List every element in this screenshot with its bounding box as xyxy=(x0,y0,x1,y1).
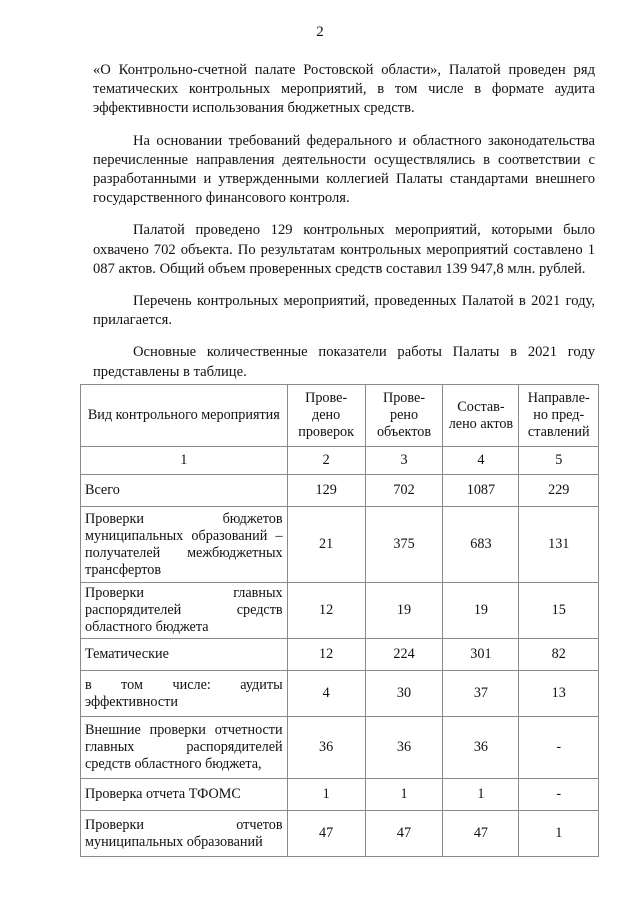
row-label: Проверки главных распорядителей средств областного бюджета xyxy=(81,583,288,639)
row-value: 229 xyxy=(519,475,599,507)
table-row xyxy=(81,639,599,671)
row-value: 12 xyxy=(287,639,365,671)
header-activity-type: Вид контрольного мероприятия xyxy=(81,385,288,447)
table-row xyxy=(81,507,599,583)
row-value: 36 xyxy=(443,717,519,779)
indicators-table xyxy=(80,384,599,857)
row-value: 36 xyxy=(365,717,443,779)
column-number: 4 xyxy=(443,447,519,475)
row-label: Проверки бюджетов муниципальных образований – получателей межбюджетных трансфертов xyxy=(81,507,288,583)
table-row xyxy=(81,779,599,811)
row-value: 131 xyxy=(519,507,599,583)
row-value: 702 xyxy=(365,475,443,507)
table-header-row xyxy=(81,385,599,447)
paragraph-legislation: На основании требований федерального и областного законодательства перечисленные направления деятельности осуществлялись в соответствии с разработанными и утвержденными коллегией Палаты стандартами внешнего государственного финансового контроля. xyxy=(93,132,595,207)
row-value: 37 xyxy=(443,671,519,717)
row-value: 30 xyxy=(365,671,443,717)
table-row xyxy=(81,671,599,717)
table-row xyxy=(81,583,599,639)
column-number: 5 xyxy=(519,447,599,475)
row-value: 1 xyxy=(443,779,519,811)
row-value: 19 xyxy=(443,583,519,639)
row-value: 1 xyxy=(519,811,599,857)
row-value: - xyxy=(519,717,599,779)
header-submissions: Направле-но пред-ставлений xyxy=(519,385,599,447)
row-label: в том числе: аудиты эффективности xyxy=(81,671,288,717)
row-value: 683 xyxy=(443,507,519,583)
table-column-numbers-row xyxy=(81,447,599,475)
row-value: 36 xyxy=(287,717,365,779)
row-value: 224 xyxy=(365,639,443,671)
row-label: Внешние проверки отчетности главных распорядителей средств областного бюджета, xyxy=(81,717,288,779)
row-value: 21 xyxy=(287,507,365,583)
row-value: 301 xyxy=(443,639,519,671)
paragraph-results: Палатой проведено 129 контрольных мероприятий, которыми было охвачено 702 объекта. По результатам контрольных мероприятий составлено 1 087 актов. Общий объем проверенных средств составил 139 947,8 млн. рублей. xyxy=(93,222,595,277)
row-value: 82 xyxy=(519,639,599,671)
paragraph-table-intro: Основные количественные показатели работы Палаты в 2021 году представлены в таблице. xyxy=(93,344,595,380)
column-number: 2 xyxy=(287,447,365,475)
row-value: 47 xyxy=(365,811,443,857)
header-objects: Прове-рено объектов xyxy=(365,385,443,447)
header-acts: Состав-лено актов xyxy=(443,385,519,447)
row-value: 19 xyxy=(365,583,443,639)
row-value: 1087 xyxy=(443,475,519,507)
body-text xyxy=(93,61,595,395)
row-value: - xyxy=(519,779,599,811)
row-value: 375 xyxy=(365,507,443,583)
paragraph-intro: «О Контрольно-счетной палате Ростовской области», Палатой проведен ряд тематических контрольных мероприятий, в том числе в формате аудита эффективности использования бюджетных средств. xyxy=(93,62,595,117)
row-value: 1 xyxy=(365,779,443,811)
row-label: Тематические xyxy=(81,639,288,671)
row-value: 1 xyxy=(287,779,365,811)
header-inspections: Прове-дено проверок xyxy=(287,385,365,447)
row-label: Всего xyxy=(81,475,288,507)
row-value: 12 xyxy=(287,583,365,639)
paragraph-list: Перечень контрольных мероприятий, проведенных Палатой в 2021 году, прилагается. xyxy=(93,293,595,329)
table-row xyxy=(81,811,599,857)
row-value: 129 xyxy=(287,475,365,507)
row-value: 47 xyxy=(443,811,519,857)
row-value: 4 xyxy=(287,671,365,717)
column-number: 1 xyxy=(81,447,288,475)
row-label: Проверка отчета ТФОМС xyxy=(81,779,288,811)
row-value: 13 xyxy=(519,671,599,717)
table-row xyxy=(81,475,599,507)
row-label: Проверки отчетов муниципальных образований xyxy=(81,811,288,857)
column-number: 3 xyxy=(365,447,443,475)
table-row xyxy=(81,717,599,779)
row-value: 15 xyxy=(519,583,599,639)
row-value: 47 xyxy=(287,811,365,857)
page-number: 2 xyxy=(316,24,324,40)
